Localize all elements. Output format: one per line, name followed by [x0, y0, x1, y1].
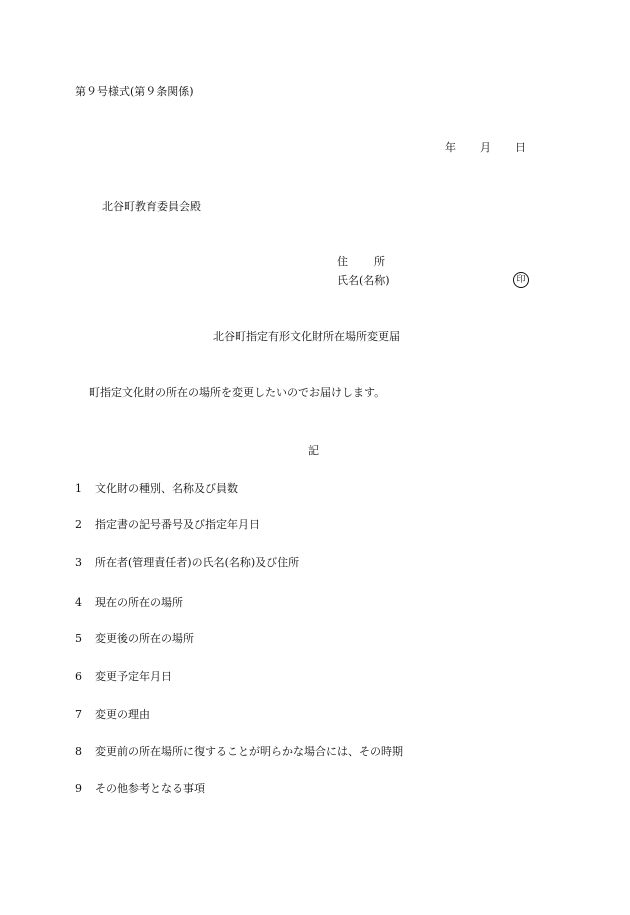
list-item — [75, 670, 172, 684]
list-item — [75, 482, 238, 496]
address-label — [337, 255, 385, 269]
date-month-label: 月 — [480, 141, 491, 154]
list-item-number: 1 — [75, 482, 82, 495]
document-title: 北谷町指定有形文化財所在場所変更届 — [213, 330, 400, 343]
list-item-number: 6 — [75, 670, 82, 683]
form-number: 第９号様式(第９条関係) — [75, 85, 194, 98]
list-item — [75, 745, 403, 759]
list-item — [75, 596, 183, 610]
addressee: 北谷町教育委員会殿 — [102, 200, 201, 213]
date-day-label: 日 — [515, 141, 526, 154]
list-item-number: 8 — [75, 745, 82, 758]
list-item — [75, 556, 299, 570]
list-item — [75, 708, 150, 722]
seal-mark: 印 — [513, 272, 529, 288]
name-label: 氏名(名称) — [337, 274, 390, 287]
list-item-number: 4 — [75, 596, 82, 609]
list-item-text: その他参考となる事項 — [95, 782, 205, 795]
list-item-text: 指定書の記号番号及び指定年月日 — [95, 518, 260, 531]
date-year-label: 年 — [445, 141, 456, 154]
list-item-number: 7 — [75, 708, 82, 721]
list-item — [75, 632, 194, 646]
list-item — [75, 782, 205, 796]
list-item-text: 所在者(管理責任者)の氏名(名称)及び住所 — [95, 556, 300, 569]
list-item-number: 2 — [75, 518, 82, 531]
list-item-text: 変更後の所在の場所 — [95, 632, 194, 645]
list-item-text: 現在の所在の場所 — [95, 596, 183, 609]
address-label-char-2: 所 — [374, 255, 385, 268]
list-item-text: 変更前の所在場所に復することが明らかな場合には、その時期 — [95, 745, 403, 758]
list-item-text: 変更の理由 — [95, 708, 150, 721]
intro-text: 町指定文化財の所在の場所を変更したいのでお届けします。 — [89, 386, 386, 399]
list-item-text: 変更予定年月日 — [95, 670, 172, 683]
ki-heading: 記 — [308, 444, 319, 457]
list-item — [75, 518, 260, 532]
list-item-number: 3 — [75, 556, 82, 569]
list-item-number: 9 — [75, 782, 82, 795]
address-label-char-1: 住 — [337, 255, 348, 268]
list-item-number: 5 — [75, 632, 82, 645]
list-item-text: 文化財の種別、名称及び員数 — [95, 482, 238, 495]
